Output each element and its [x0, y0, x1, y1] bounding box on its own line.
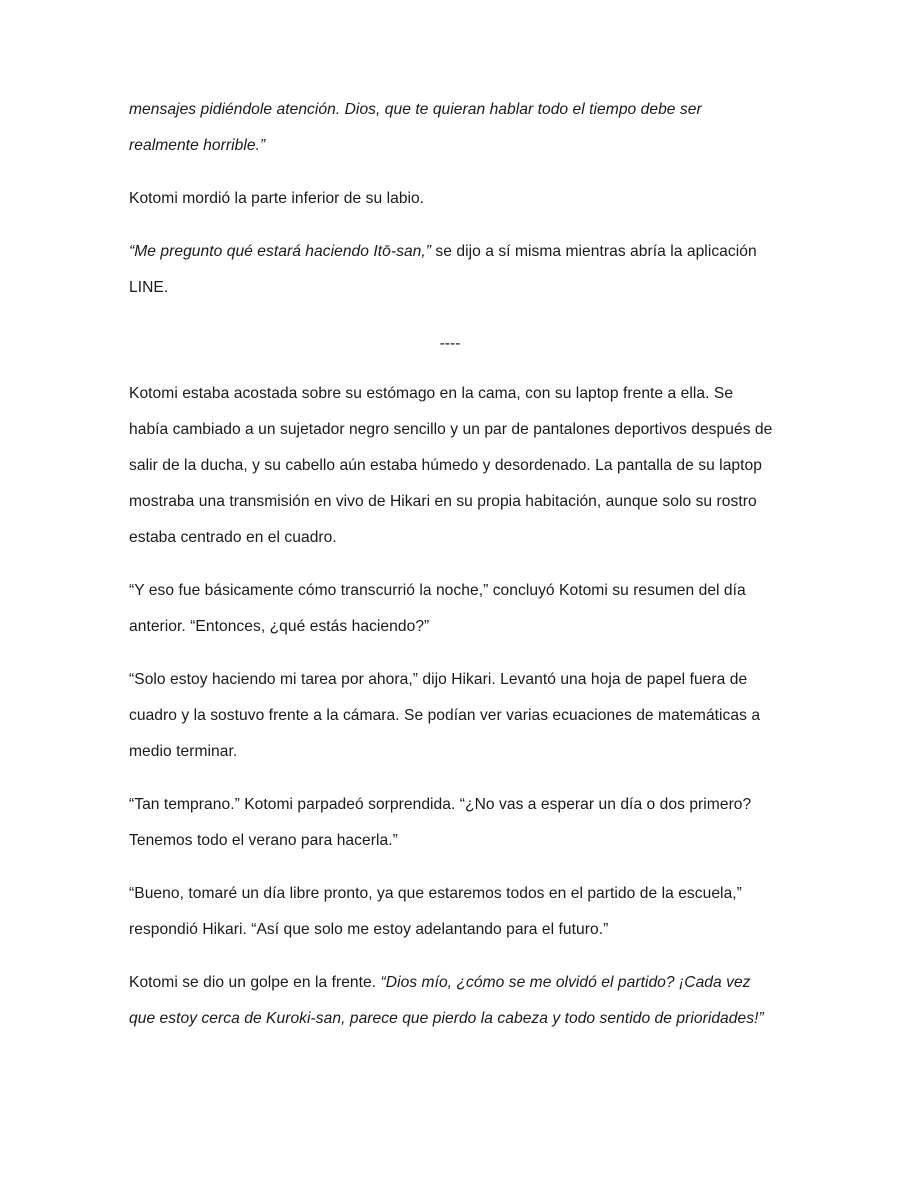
paragraph-segment: se dijo a sí misma mientras abría la aplicación LINE.: [129, 243, 757, 296]
paragraph-segment: “Bueno, tomaré un día libre pronto, ya que estaremos todos en el partido de la escuela,” respondió Hikari. “Así que solo me estoy adelantando para el futuro.”: [129, 885, 742, 938]
paragraph-segment: “Dios mío, ¿cómo se me olvidó el partido? ¡Cada vez que estoy cerca de Kuroki-san, parece que pierdo la cabeza y todo sentido de prioridades!”: [129, 974, 764, 1027]
paragraph: [129, 181, 774, 217]
paragraph-segment: “Solo estoy haciendo mi tarea por ahora,” dijo Hikari. Levantó una hoja de papel fuera de cuadro y la sostuvo frente a la cámara. Se podían ver varias ecuaciones de matemáticas a medio terminar.: [129, 671, 761, 760]
paragraph-segment: Kotomi mordió la parte inferior de su labio.: [129, 190, 425, 207]
paragraph: [129, 376, 774, 556]
paragraph-segment: “Tan temprano.” Kotomi parpadeó sorprendida. “¿No vas a esperar un día o dos primero? Tenemos todo el verano para hacerla.”: [129, 796, 752, 849]
paragraph: [129, 787, 774, 859]
paragraph: [129, 876, 774, 948]
paragraph: [129, 92, 774, 164]
paragraph: [129, 662, 774, 770]
text-block-top: [129, 92, 774, 306]
paragraph-segment: Kotomi se dio un golpe en la frente.: [129, 974, 381, 991]
paragraph-segment: mensajes pidiéndole atención. Dios, que te quieran hablar todo el tiempo debe ser realmente horrible.”: [129, 101, 702, 154]
paragraph: [129, 573, 774, 645]
paragraph: [129, 234, 774, 306]
paragraph-segment: Kotomi estaba acostada sobre su estómago en la cama, con su laptop frente a ella. Se había cambiado a un sujetador negro sencillo y un par de pantalones deportivos después de salir de la ducha, y su cabello aún estaba húmedo y desordenado. La pantalla de su laptop mostraba una transmisión en vivo de Hikari en su propia habitación, aunque solo su rostro estaba centrado en el cuadro.: [129, 385, 773, 546]
paragraph: [129, 965, 774, 1037]
paragraph-segment: “Y eso fue básicamente cómo transcurrió la noche,” concluyó Kotomi su resumen del día anterior. “Entonces, ¿qué estás haciendo?”: [129, 582, 746, 635]
text-block-bottom: [129, 376, 774, 1037]
scene-break: ----: [439, 335, 461, 352]
paragraph-segment: “Me pregunto qué estará haciendo Itō-san,”: [129, 243, 432, 260]
